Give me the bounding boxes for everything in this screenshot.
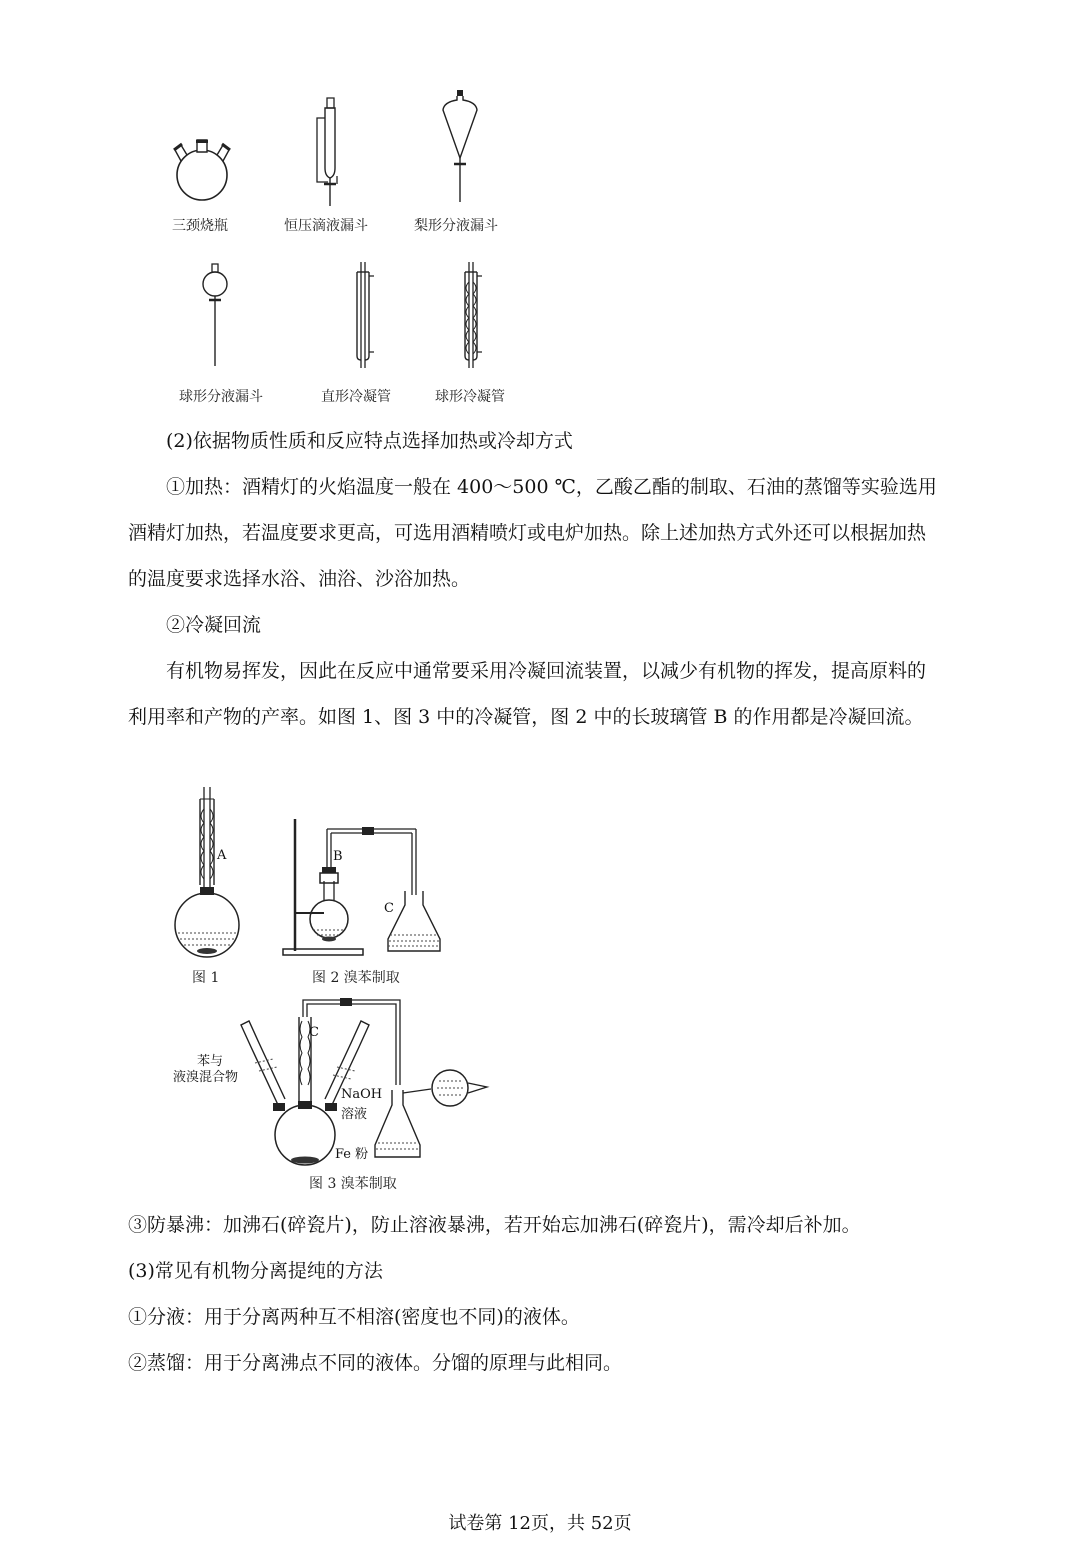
separation-item-2: ②蒸馏：用于分离沸点不同的液体。分馏的原理与此相同。 bbox=[128, 1352, 623, 1374]
three-neck-flask-icon bbox=[165, 133, 245, 203]
page-footer: 试卷第 12页，共 52页 bbox=[448, 1513, 632, 1534]
spherical-separatory-funnel-caption: 球形分液漏斗 bbox=[179, 389, 263, 405]
three-neck-flask-caption: 三颈烧瓶 bbox=[172, 218, 228, 234]
section3-heading: (3)常见有机物分离提纯的方法 bbox=[128, 1260, 383, 1282]
pear-separatory-funnel-caption: 梨形分液漏斗 bbox=[414, 218, 498, 234]
pressure-dropping-funnel-caption: 恒压滴液漏斗 bbox=[284, 218, 368, 234]
fig3-naoh-label-line2: 溶液 bbox=[341, 1107, 368, 1122]
fig3-fe-label: Fe 粉 bbox=[335, 1147, 369, 1162]
fig3-mix-label-line2: 液溴混合物 bbox=[173, 1070, 239, 1085]
fig1-label-a: A bbox=[217, 848, 227, 863]
figure1-reflux-apparatus bbox=[170, 785, 250, 960]
reflux-paragraph: 有机物易挥发，因此在反应中通常要采用冷凝回流装置，以减少有机物的挥发，提高原料的利用率和产物的产率。如图 1、图 3 中的冷凝管，图 2 中的长玻璃管 B 的作用都是冷凝回流。 bbox=[128, 660, 927, 728]
straight-condenser-caption: 直形冷凝管 bbox=[321, 389, 391, 405]
heating-paragraph: ①加热：酒精灯的火焰温度一般在 400～500 ℃，乙酸乙酯的制取、石油的蒸馏等实验选用酒精灯加热，若温度要求更高，可选用酒精喷灯或电炉加热。除上述加热方式外还可以根据加热的温度要求选择水浴、油浴、沙浴加热。 bbox=[128, 476, 937, 590]
fig3-label-c: C bbox=[309, 1025, 319, 1040]
fig1-caption: 图 1 bbox=[192, 970, 220, 986]
fig2-label-b: B bbox=[333, 849, 343, 864]
straight-condenser-icon bbox=[348, 260, 378, 375]
figure2-bromobenzene-apparatus bbox=[280, 815, 455, 965]
separation-item-1: ①分液：用于分离两种互不相溶(密度也不同)的液体。 bbox=[128, 1306, 580, 1328]
section2-heading: (2)依据物质性质和反应特点选择加热或冷却方式 bbox=[166, 430, 573, 452]
anti-bumping-paragraph: ③防暴沸：加沸石(碎瓷片)，防止溶液暴沸，若开始忘加沸石(碎瓷片)，需冷却后补加。 bbox=[128, 1214, 861, 1236]
fig3-naoh-label-line1: NaOH bbox=[341, 1087, 383, 1102]
fig2-label-c: C bbox=[384, 901, 394, 916]
pressure-dropping-funnel-icon bbox=[310, 96, 350, 211]
spherical-separatory-funnel-icon bbox=[200, 262, 230, 372]
fig2-caption: 图 2 溴苯制取 bbox=[312, 970, 400, 986]
fig3-caption: 图 3 溴苯制取 bbox=[309, 1176, 397, 1192]
bulb-condenser-caption: 球形冷凝管 bbox=[435, 389, 505, 405]
pear-separatory-funnel-icon bbox=[440, 90, 480, 210]
fig3-mix-label-line1: 苯与 bbox=[197, 1054, 224, 1069]
reflux-title: ②冷凝回流 bbox=[166, 614, 262, 636]
bulb-condenser-icon bbox=[456, 260, 486, 375]
